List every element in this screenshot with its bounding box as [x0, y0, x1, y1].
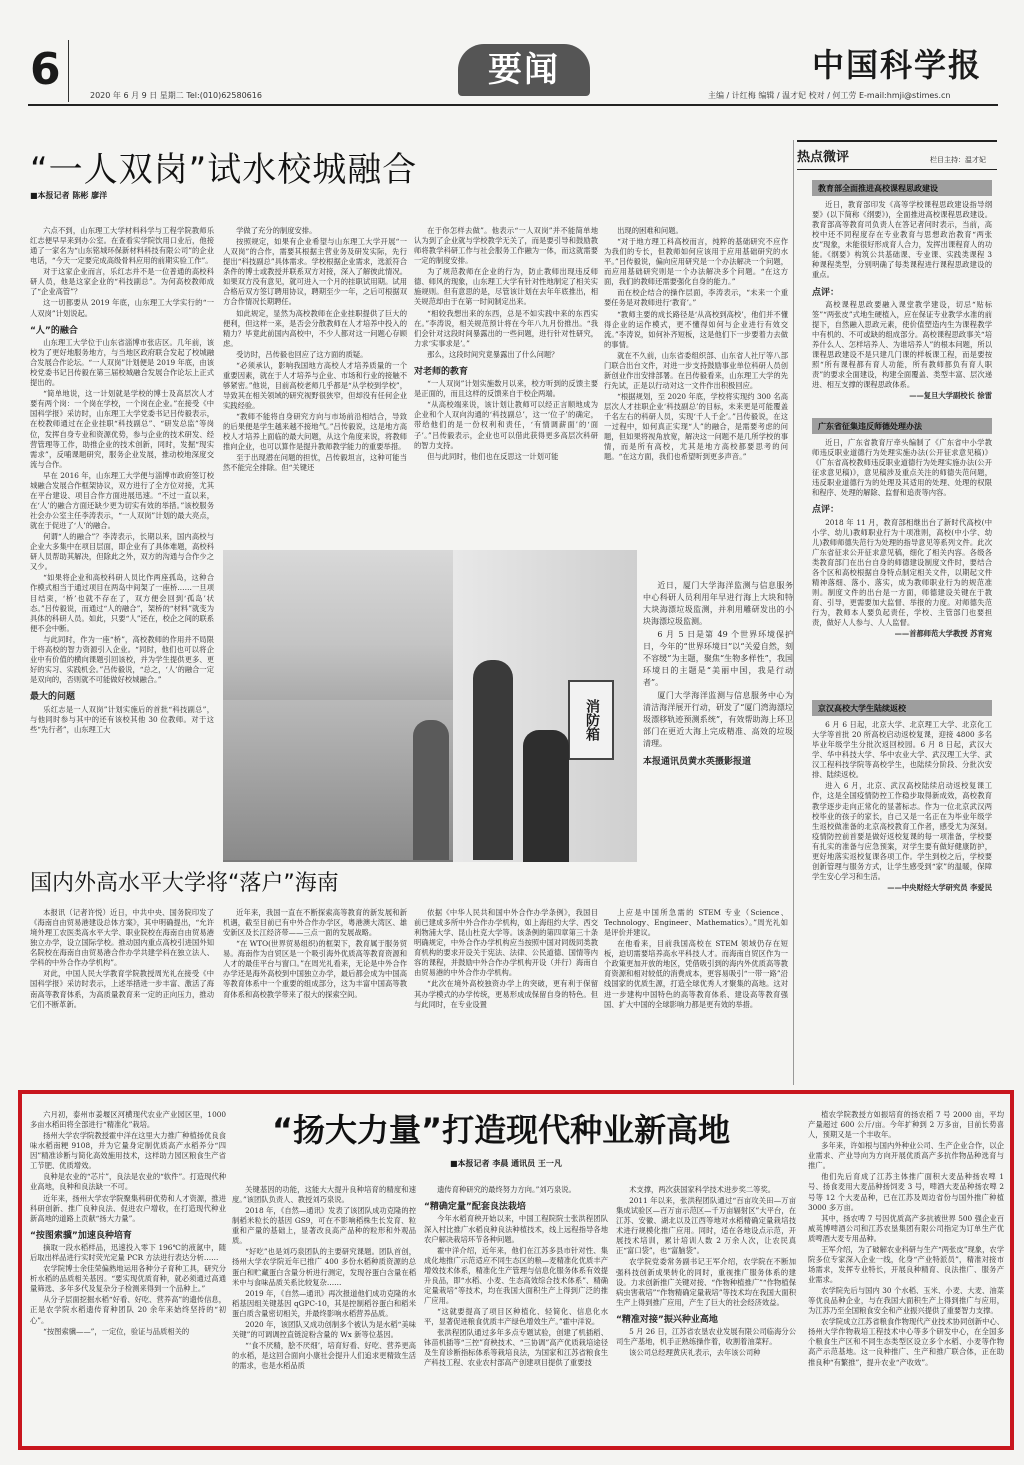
news-photo [223, 550, 637, 862]
paragraph: 植农学院教授方如振培育的扬农稻 7 号 2000 亩，平均产量超过 600 公斤/亩。今年扩种到 2 万多亩，目前长势喜人，预期又是一个丰收年。 [808, 1110, 1004, 1140]
paragraph: “教师主要的成长路径是‘从高校到高校’，他们并不懂得企业的运作模式，更不懂得如何与企业进行有效交流。”李涛说，如何补齐短板，这是他们下一步要着力去做的事情。 [604, 309, 788, 349]
article2-column-3 [414, 908, 598, 1083]
paragraph: “根据规划，至 2020 年底，学校将实现约 300 名高层次人才挂职企业‘科技副总’的目标，未来更是可能覆盖千名左右的科研人员，实现‘千人千企’。”吕传毅说，在这一过程中，如何真正实现“人”的融合，是需要考虑的问题，但如果将视角放宽，解决这一问题不是几所学校的事情，而是所有高校，尤其是地方高校都要思考的问题。“在这方面，我们也希望听到更多声音。” [604, 392, 788, 462]
paragraph: 就在不久前，山东省委组织部、山东省人社厅等八部门联合出台文件，对进一步支持鼓励事业单位科研人员创新创业作出安排部署。在吕传毅看来，山东理工大学的先行先试，正是以行动对这一文件作出积极回应。 [604, 350, 788, 390]
paragraph: 乐红志是一人双岗”计划实施后的首批“科技副总”，与他同时参与其中的还有该校其他 30 位教师。对于这些“先行者”，山东理工大 [30, 704, 214, 734]
paragraph: 对于这家企业而言，乐红志并不是一位普通的高校科研人员，他是这家企业的“科技副总”。为何高校教师成了“企业高管”？ [30, 267, 214, 297]
caption-text: 6 月 5 日是第 49 个世界环境保护日，今年的“世界环境日”以“关爱自然，刻不容缓”为主题，聚焦“生物多样性”，我国环境日的主题是“美丽中国，我是行动者”。 [643, 630, 793, 687]
paragraph: 他们先后育成了江苏主体推广面积大麦品种扬农啤 1 号、扬食麦用大麦品种扬饲麦 3 号，啤酒大麦品种扬农啤 2 号等 12 个大麦品种，已在江苏及周边省份与国外推广种植 3000 多万亩。 [808, 1172, 1004, 1212]
article1-column-3 [414, 226, 598, 544]
article3-column-3 [424, 1185, 608, 1443]
paragraph: 今年水稻育秧开始以来，中国工程院院士张洪程团队深入村比推广水稻良种良法种植技术，线上远程指导各地农户解决栽培环节各种问题。 [424, 1214, 608, 1244]
header-rule [28, 104, 998, 106]
paragraph: 王军介绍，为了破解农业科研与生产“两张皮”现象，农学院多位专家深入企业一线，化身“产业特派员”，精准对接市场需求，发挥专业特长，开展良种精育、良法推广、服务产业需求。 [808, 1244, 1004, 1284]
sidebar-item-title: 京汉高校大学生陆续返校 [812, 700, 992, 716]
paragraph: “如果将企业和高校科研人员比作两座孤岛，这种合作模式相当于通过项目在两岛中间架了一座桥……一旦项目结束，‘桥’也就不存在了，双方便会回到‘孤岛’状态。”吕传毅说，而通过“人的融合”，架桥的“材料”就变为具体的科研人员。如此，只要“人”还在，校企之间的联系便不会中断。 [30, 573, 214, 633]
paragraph: 霍中洋介绍，近年来，他们在江苏多县市针对性、集成化地推广示范适应不同生态区的粮—麦精准化优质丰产增效技术体系，精准化生产管理与信息化服务体系有效提升良品，即“水稻、小麦、生态高效综合技术体系”、精确定量栽培”等技术，均在我国大面积生产上得到广泛的推广应用。 [424, 1245, 608, 1305]
paragraph: “一人双岗”计划实施数月以来，校方听到的反馈主要是正面的，而且这样的反馈来自于校企两端。 [414, 379, 598, 399]
caption-text: 近日，厦门大学海洋监测与信息服务中心科研人员利用年早进行海上大块和特大块海漂垃圾监测，并利用雕研发出的小块海漂垃圾监测。 [643, 581, 793, 626]
article1-column-2 [223, 226, 407, 544]
paragraph: 至于出现潜在问题的担忧，吕传毅坦言，这种可能当然不能完全排除。但“关键还 [223, 453, 407, 473]
article2-column-2 [223, 908, 407, 1083]
subheading: “精准对接”振兴种业高地 [616, 1314, 718, 1325]
paragraph: 何谓“人的融合”？李涛表示，长期以来，国内高校与企业大多集中在项目层面，即企业有了具体难题，高校科研人员帮助其解决，但除此之外，双方的沟通与合作少之又少。 [30, 532, 214, 572]
article1-byline: ■本报记者 陈彬 廖洋 [30, 191, 108, 200]
section-tag: 要闻 [458, 44, 590, 96]
paragraph: 近日，广东省教育厅牵头编制了《广东省中小学教师违反职业道德行为处理实施办法(公开征求意见稿)》《广东省高校教师违反职业道德行为处理实施办法(公开征求意见稿)》，意见稿涉及重点关注的师德失范问题，违反职业道德行为的处理及其适用的处理、处理的权限和程序、处理的解除、监督和追责等内容。 [812, 438, 992, 498]
paragraph: 受访时，吕传毅也回应了这方面的质疑。 [236, 349, 368, 359]
paragraph: “相较我想出来的东西，总是不如实践中来的东西实在。”李涛说，相关规范预计将在今年八九月份推出。“我们会针对这段时间暴露出的一些问题，进行针对性研究，力求‘实事求是’。” [414, 308, 598, 348]
paragraph: 农学院成立江苏省粮食作物现代产业技术协同创新中心、扬州大学作物栽培工程技术中心等多个研发中心，在全国多个粮食生产区和不同生态类型区设立多个水稻、小麦等作物高产示范基地。这一良种推广、生产和推广联合体，正在助推良种“有繁推”，提升农业“产收效”。 [808, 1317, 1004, 1367]
paragraph: 近年来，我国一直在不断探索高等教育的新发展和新机遇，截至目前已有中外合作办学区，粤港澳大湾区、雄安新区及长江经济带——三点一面的发展战略。 [223, 908, 407, 938]
comment-label: 点评： [812, 505, 840, 516]
photo-person [523, 730, 569, 862]
photo-person [473, 660, 513, 860]
page-number: 6 [30, 44, 61, 95]
paragraph: 近年来，扬州大学农学院聚集科研优势和人才资源，推进科研创新、推广良种良法、促进农户增收，在打造现代种业新高地的道路上贡献“扬大力量”。 [30, 1193, 226, 1223]
sidebar-item-body [812, 720, 992, 1082]
paragraph: 而在校企结合的操作层面，李涛表示，“未来一个重要任务是对教师进行‘教育’。” [604, 288, 788, 308]
article2-column-1 [30, 908, 214, 1083]
comment-signature: ——中央财经大学研究员 李爱民 [887, 883, 992, 892]
article1-headline: “一人双岗”试水校城融合 [30, 150, 418, 190]
article1-column-4 [604, 226, 788, 544]
photo-caption [643, 580, 793, 771]
paragraph: 2018 年 11 月，教育部相继出台了新时代高校(中小学、幼儿)教师职业行为十项准则，高校(中小学、幼儿)教师师德失范行为处理的指导意见等系列文件。此次广东省征求公开征求意见稿，细化了相关内容。各级各类教育部门在出台自身的师德建设制度文件时，要结合各个区和高校根据自身特点制定相关文件，以期起文件精神落细、落小、落实，成为教师职业行为的规范准则。制度文件的出台是一方面，师德建设关键在于教育、引导，更需要加大监督、举报的力度。对师德失范行为，教师本人要负起责任，学校、主管部门也要担责，做好人人参与、人人监督。 [812, 517, 992, 628]
paragraph: 2018 年，《自然—通讯》发表了该团队成功克隆的控制稻米粒长的基因 GS9，可在不影响稻株生长发育、粒重和产量的基础上，显著改良高产品种的粒形和外观品质。 [232, 1206, 416, 1246]
paragraph: 按照规定，如果有企业希望与山东理工大学开展“一人双岗”的合作，需要其根据主营业务及研发实际，先行提出“科技副总”具体需求。学校根据企业需求，选派符合条件的博士或教授并联系双方对接，深入了解彼此情况。如果双方没有意见，就可进入一个月的挂职试用期。试用合格后双方签订聘用协议，聘期至少一年，之后可根据双方合作情况长期聘任。 [223, 237, 407, 307]
sidebar-item-title: 广东省征集违反师德处理办法 [812, 418, 992, 434]
paragraph: 出现的困难和问题。 [617, 226, 683, 235]
comment-signature: ——首都师范大学教授 苏宵宛 [894, 629, 992, 639]
paragraph: 2020 年，该团队又成功创制多个被认为是水稻“美味关键”的可调调控直链淀粉含量的 Wx 新等位基因。 [232, 1319, 416, 1339]
sidebar-item-body [812, 200, 992, 400]
masthead-logo: 中国科学报 [812, 46, 983, 84]
paragraph: 关键基因的功能，这能大大提升良种培育的精度和速度。”该团队负责人、教授刘巧泉说。 [232, 1185, 416, 1205]
article3-column-1 [30, 1110, 226, 1442]
paragraph: 农学院博士余佳荣偏熟地运用各种分子育种工具，研究分析水稻的品质相关基因。“要实现优质育种，就必须通过高通量筛选、多年多代及复杂分子检测来得到一个品种上。” [30, 1264, 226, 1294]
paragraph: 其中，扬农啤 7 号因优质高产多抗被世界 500 强企业百威英博啤酒公司和江苏农垦集团有限公司指定为订单生产优质啤酒大麦专用品种。 [808, 1213, 1004, 1243]
paragraph: 本报讯（记者许悦）近日，中共中央、国务院印发了《海南自由贸易港建设总体方案》，其中明确提出，“允许境外理工农医类高水平大学、职业院校在海南自由贸易港独立办学，设立国际学校。推动国内重点高校引进国外知名院校在海南自由贸易港合作办学共建学科在独立法人、学科的中外合作办学机构”。 [30, 908, 214, 968]
photo-person [413, 720, 449, 860]
paragraph: 摘取一段水稻样品，迅速投入零下 196℃的液氮中，随后取出样品进行实时荧光定量 PCR 方法进行表达分析…… [30, 1243, 226, 1263]
paragraph: 该公司总经理黄庆礼表示，去年该公司种 [629, 1348, 761, 1358]
article3-headline: “扬大力量”打造现代种业新高地 [272, 1111, 731, 1149]
article2-column-4 [604, 908, 788, 1083]
subheading: “人”的融合 [30, 325, 78, 336]
comment-label: 点评： [812, 287, 840, 298]
photo-credit: 本报通讯员黄水英摄影报道 [643, 757, 752, 767]
subheading: “精确定量”配套良法栽培 [424, 1202, 526, 1213]
paragraph: 早在 2016 年，山东理工大学便与淄博市政府签订校城融合发展合作框架协议，双方进行了全方位对接，尤其在平台建设、项目合作方面进展迅速。“不过一直以来，在‘人’的融合方面还缺少更为切实有效的举措。”该校服务社会办公室主任李涛表示，“一人双岗”计划的最大亮点，就在于促进了‘人’的融合。 [30, 470, 214, 531]
paragraph: “从高校端来说，该计划让教师可以经正言顺地成为企业和个人双向沟通的‘科技副总’，这一‘位子’的确定，带给他们的是一份权利和责任，‘有情调薪面’的‘面子’。”吕传毅表示，企业也可以借此获得更多高层次科研的智力支持。 [414, 400, 598, 450]
paragraph: 遗传育种研究的最终努力方向。”刘巧泉说。 [437, 1185, 576, 1194]
paragraph: 上应是中国所急需的 STEM 专业（Science、Technology、Engineer、Mathematics）。”周光礼如是评价并建议。 [604, 908, 788, 938]
paragraph: 近日，教育部印发《高等学校课程思政建设指导纲要》(以下简称《纲要》)，全面推进高校课程思政建设。教育部高等教育司负责人在答记者问时表示，当前，高校中还不同程度存在专业教育与思想政治教育“两张皮”现象，未能很好形成育人合力，发挥出课程育人的功能。《纲要》构筑公共基础课、专业课、实践类课程 3 种课程类型，分别明确了每类课程进行课程思政建设的重点。 [812, 200, 992, 280]
paragraph: “‘食不厌精，脍不厌细’，培育好看、好吃、营养更高的水稻，是这回合面向小康社会提升人们追求更精致生活的需求，也是水稻品质 [232, 1340, 416, 1371]
paragraph: 从分子层面挖掘水稻“好看、好吃、营养高”的遗传信息，正是农学院水稻遗传育种团队 20 余年来始终坚持的“初心”。 [30, 1295, 226, 1325]
paragraph: 对此，中国人民大学教育学院教授周光礼在接受《中国科学报》采访时表示，上述举措进一步丰富、激活了海南高等教育体系，为高质量教育来一定的正向压力，推动它们不断革新。 [30, 969, 214, 1009]
caption-text: 厦门大学海洋监测与信息服务中心为清洁海洋展开行动，研发了“厦门湾海漂垃圾漂移轨迹预测系统”，有效帮助海上环卫部门在更近大海上完成精准、高效的垃圾清理。 [643, 691, 793, 748]
comment-signature: ——复旦大学副校长 徐雷 [909, 391, 992, 400]
paragraph: 多年来，许如根与国内外种业公司、生产企业合作，以企业需求、产业导向为方向开展优质高产多抗作物品种选育与推广。 [808, 1141, 1004, 1171]
paragraph: 术支撑，两次获国家科学技术进步奖二等奖。 [629, 1185, 776, 1194]
subheading: “按图索骥”加速良种培育 [30, 1230, 132, 1241]
sidebar-item-title: 教育部全面推进高校课程思政建设 [812, 180, 992, 196]
paragraph: 5 月 26 日，江苏省农垦农业发展有限公司临海分公司生产基地，机手正熟练操作着，收割着油菜籽。 [616, 1327, 796, 1347]
paragraph: 农学院党委常务副书记王军介绍，农学院在不断加强科技创新成果转化的同时，重视推广服务体系的建设。力求创新推广关键对接、“作物种植推广”“作物植保病虫害栽培”“作物精确定量栽培”等技术均在我国大面积生产上得到推广应用，产生了巨大的社会经济效益。 [616, 1257, 796, 1307]
paragraph: “简单地说，这一计划就是学校的博士及高层次人才要有两个岗：一个岗在学校，一个岗在企业。”在接受《中国科学报》采访时，山东理工大学党委书记吕传毅表示，在校教师通过在企业挂职“科技副总”、“研发总监”等岗位，发挥自身专业和资源优势，参与企业的技术研发、经营管理等工作，助推企业的技术创新，同时，发掘“现实需求”，反哺课题研究，服务企业发展，推动校地深度交流与合作。 [30, 389, 214, 469]
paragraph: 但与此同时，他们也在反思这一计划可能 [427, 451, 559, 461]
paragraph: “好吃”也是刘巧泉团队的主要研究课题。团队首创，扬州大学农学院近年已推广 400 多份水稻种质资源的总蛋白和贮藏蛋白含量分析进行测定，发现谷蛋白含量在稻米中与食味品质关系比较复杂…… [232, 1247, 416, 1287]
paragraph: “必须承认，影响我国地方高校人才培养质量的一个重要因素，就在于人才培养与企业、市场和行业的接触不够紧密。”他说，目前高校老师几乎都是“从学校到学校”，导致其在相关领域的研究视野很狭窄，但却没有任何企业实践经验。 [223, 360, 407, 411]
editor-credits: 主编 / 计红梅 编辑 / 温才妃 校对 / 何工劳 E-mail:hmji@stimes.cn [708, 91, 951, 100]
paragraph: 高校课程思政要融入课堂教学建设，切忌“贴标签”“两张皮”式地生硬植入，应在保证专业教学水准的前提下，自然融入思政元素，使价值塑造内生为课程教学中有机的、不可或缺的组成部分。高校课程思政事关“培养什么人、怎样培养人、为谁培养人”的根本问题，所以课程思政建设不是只建几门课的样板课工程，而是要按照“所有课程都有育人功能，所有教师都负有育人职责”的要求全面建设，构建全面覆盖、类型丰富、层次递进、相互支撑的课程思政体系。 [812, 299, 992, 390]
paragraph: 这一切都要从 2019 年底，山东理工大学实行的“一人双岗”计划说起。 [30, 298, 214, 318]
header-divider [68, 40, 69, 102]
paragraph: 六月初，泰州市姜堰区河横现代农业产业园区里，1000 多亩水稻田将全部进行“精准化”栽培。 [30, 1110, 226, 1130]
paragraph: 农学院先后与国内 30 个水稻、玉米、小麦、大麦、油菜等优良品种企业，与在我国大面积生产上得到推广与应用，为江苏乃至全国粮食安全和产业振兴提供了重要智力支撑。 [808, 1286, 1004, 1316]
sidebar-title: 热点微评 [797, 150, 850, 165]
paragraph: 张洪程团队通过多年多点专题试验，创建了机插稻、钵苗机插等“三控”育秧技术、“三协调”高产优质栽培途径及生育诊断指标体系等栽培良法，为国家和江苏省粮食生产科技工程、农业农村部高产创建项目提供了重要技 [424, 1328, 608, 1368]
paragraph: 与此同时，作为一座“桥”，高校教师的作用并不局限于将高校的智力资源引入企业。“同时，他们也可以将企业中有价值的横向课题引回该校，并为学生提供更多、更好的实习、实践机会。”吕传毅说，“总之，‘人’的融合一定是双向的，否则就不可能做好校城融合。” [30, 634, 214, 685]
paragraph: “此次在境外高校独资办学上的突破，更有利于保留其办学模式的办学传统，更易形成成保留自身的特色。但与此同时，在专业设置 [414, 979, 598, 1009]
article3-byline: ■本报记者 李晨 通讯员 王一凡 [450, 1159, 562, 1168]
paragraph: 那么，这段时间究竟暴露出了什么问题？ [427, 349, 559, 359]
photo-fire-box-sign: 消防箱 [568, 680, 614, 760]
paragraph: 依据《中华人民共和国中外合作办学条例》，我国目前已建成多所中外合作办学机构，如上海纽约大学、西交利物浦大学、昆山杜克大学等。该条例的第四章第三十条明确规定，中外合作办学机构应当按照中国对同级同类教育机构的要求开设关于宪法、法律、公民道德、国情等内容的课程，并鼓励中外合作办学机构开设（并行）海南自由贸易港的中外合作办学机构。 [414, 908, 598, 978]
article1-column-1 [30, 226, 214, 851]
article3-column-5 [808, 1110, 1004, 1442]
paragraph: 扬州大学农学院教授霍中洋在这里大力推广种植扬优良食味水稻南粳 9108，并为它量身定制优质高产水稻养分“四因”精准诊断与简化高效施用技术，这样助力园区粮食生产省工节肥、优质增效。 [30, 1131, 226, 1171]
paragraph: 6 月 6 日起，北京大学、北京理工大学、北京化工大学等首批 20 所高校启动返校复课，迎接 4800 多名毕业年级学生分批次返回校园。6 月 8 日起，武汉大学、华中科技大学、华中农业大学、武汉理工大学、武汉工程科技学院等高校学生，也陆续分阶段、分批次安排、陆续返校。 [812, 720, 992, 780]
subheading: 最大的问题 [30, 692, 76, 703]
paragraph: 良种是农业的“芯片”，良法是农业的“软件”。打造现代种业高地，良种和良法缺一不可。 [30, 1172, 226, 1192]
paragraph: 六点不到，山东理工大学材料科学与工程学院教师乐红志便早早来到办公室。在查看实学院饮用口业后，他接通了一家名为“山东铭城环保新材料科技有限公司”的企业电话，“今天一定要完成高级骨料应用的前期实验工作”。 [30, 226, 214, 266]
paragraph: “在 WTO(世界贸易组织)的框架下，教育属于服务贸易。海南作为自贸区是一个吸引海外优质高等教育资源和人才的最佳平台与窗口。”在周光礼看来，无论是中外合作办学还是海外高校到中国独立办学，最后都会成为中国高等教育体系中一个重要的组成部分，这为丰富中国高等教育体系和高校教学带来了很大的探索空间。 [223, 939, 407, 999]
paragraph: “对于地方理工科高校而言，纯粹的基础研究不应作为我们的专长，但教师如何应该用于应用基础研究的水平。”吕传毅说，偏向应用研究是一个办法解决一个问题，而应用基础研究则是一个办法解决多个问题。“在这方面，我们的教师还需要强化自身的能力。” [604, 237, 788, 287]
sidebar-host: 栏目主持：温才妃 [930, 156, 986, 164]
article3-column-4 [616, 1185, 796, 1443]
article3-column-2 [232, 1185, 416, 1443]
paragraph: 2019 年，《自然—通讯》再次报道他们成功克隆的水稻基因组关键基因 qGPC-10，其是控制稻谷蛋白和稻米蛋白质含量密切相关，并最终影响水稻营养品质。 [232, 1288, 416, 1318]
paragraph: 如此规定，显然为高校教师在企业挂职提供了巨大的便利，但这样一来，是否会分散教师在人才培养中投入的精力？毕竟此前国内高校中，不少人都对这一问题心存顾虑。 [223, 308, 407, 348]
paragraph: “按图索骥——”，一定位，验证与品质相关的 [43, 1326, 190, 1336]
paragraph: 为了规范教师在企业的行为，防止教师出现违反师德、师风的现象，山东理工大学有针对性地制定了相关实施规则。但有意思的是，尽管该计划在去年年底推出，相关规范却由于在第一时间制定出来。 [414, 267, 598, 307]
paragraph: 山东理工大学位于山东省淄博市张店区。几年前，该校为了更好地服务地方，与当地区政府联合发起了校城融合发展合作论坛。“一人双岗”计划便是 2019 年底，由该校党委书记吕传毅在第三届校城融合发展合作论坛上正式提出的。 [30, 337, 214, 388]
article2-headline: 国内外高水平大学将“落户”海南 [30, 871, 339, 896]
paragraph: 在于你怎样去做”。他表示“一人双岗”并不能简单地认为到了企业就与学校教学无关了，而是要引导和鼓励教师将教学科研工作与社会服务工作融为一体，而这就需要一定的制度安排。 [414, 226, 598, 266]
paragraph: “教师不能将自身研究方向与市场前沿相结合，导致的后果便是学生越来越不接地气。”吕传毅说，这是地方高校人才培养上面临的最大问题，从这个角度来说，将教师推向企业，也可以算作是提升教师教学能力的重要举措。 [223, 412, 407, 452]
subheading: 对老师的教育 [414, 366, 469, 377]
paragraph: 进入 6 月，北京、武汉高校陆续启动返校复课工作，这是全国疫情防控工作稳步取得新成效，高校教育教学逐步走向正常化的显著标志。作为一位北京武汉两校毕业的孩子的家长，自己又是一名正在为毕业年级学生返校做准备的北京高校教育工作者，感受尤为深刻。疫情防控前首要是做好返校复课的每一项准备，学校要有扎实的准备与应急预案，对学生要有做好健康防护，更好地落实返校复课各项工作。学生到校之后，学校要创新管理与服务方式，让学生感受到“家”的温暖，保障学生安心学习和生活。 [812, 781, 992, 881]
paragraph: 在他看来，目前我国高校在 STEM 领域仍存在短板，迫切需要培养高水平科技人才。而海南自贸区作为一个政策更加开放的地区，凭借吸引到的海内外优质高等教育资源和相对较低的消费成本，更容易吸引“一带一路”沿线国家的优质生源，打造全球优秀人才聚集的高地。这对进一步建构中国特色的高等教育体系、建设高等教育强国、扩大中国的全球影响力都是更有效的举措。 [604, 939, 788, 1009]
dateline: 2020 年 6 月 9 日 星期二 Tel:(010)62580616 [90, 91, 262, 100]
sidebar-item-body [812, 438, 992, 690]
column-divider [793, 140, 794, 1085]
paragraph: 学做了充分的制度安排。 [236, 226, 317, 235]
paragraph: “这就要提高了项目区种植化、轻简化、信息化水平，显著促进粮食优质丰产绿色增效生产。”霍中洋说。 [424, 1307, 608, 1327]
paragraph: 2011 年以来，张洪程团队通过“百亩攻关田—万亩集成试验区—百万亩示范区—千万亩辐射区”大平台，在江苏、安徽、湖北以及江西等地对水稻精确定量栽培技术进行规模化推广应用。同时，适在各地设点示范，开展技术培训，累计培训人数 2 万余人次，让农民真正“富口袋”，也“富脑袋”。 [616, 1196, 796, 1256]
